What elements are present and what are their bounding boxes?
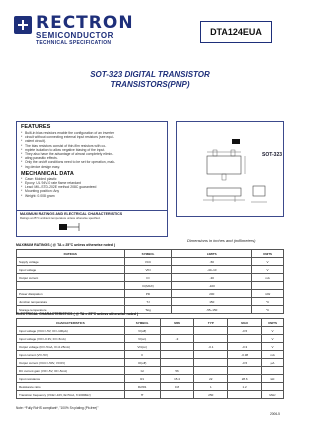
table-cell: 1.2: [228, 383, 262, 391]
table-header-row: [17, 250, 284, 258]
table-row: [17, 367, 284, 375]
table-cell: TJ: [124, 298, 172, 306]
table-row: [17, 258, 284, 266]
column-header: LIMITS: [172, 250, 252, 258]
table-row: [17, 282, 284, 290]
footnote: Note: *Fully RoHS compliant*, "100% Sn plating (Pb-free)": [16, 406, 99, 410]
table-cell: Power dissipation: [17, 290, 125, 298]
brand-tagline: TECHNICAL SPECIFICATION: [36, 40, 112, 46]
package-label: SOT-323: [262, 152, 283, 158]
sot323-package-icon: [232, 139, 240, 144]
table-cell: Resistance ratio: [17, 383, 125, 391]
table-cell: [160, 351, 194, 359]
mechanical-item: * Case: Molded plastic: [21, 177, 163, 181]
column-header: MIN: [160, 319, 194, 327]
table-cell: Input resistance: [17, 375, 125, 383]
table-cell: 15.4: [160, 375, 194, 383]
table-cell: VO(on): [124, 343, 160, 351]
table-row: [17, 335, 284, 343]
table-cell: [262, 367, 284, 375]
feature-item: * circuit without connecting external input resistors (see equi-: [21, 135, 163, 139]
table-cell: kΩ: [262, 375, 284, 383]
document-title-line2: TRANSISTORS(PNP): [110, 80, 190, 89]
table-cell: Output voltage (IO=-5mA, II=-0.25mA): [17, 343, 125, 351]
feature-item: * mplete isolation to allow negative biasing of the input.: [21, 148, 163, 152]
table-row: [17, 266, 284, 274]
mechanical-item: * Mounting position: Any: [21, 189, 163, 193]
feature-item: * Built-in bias resistors enable the configuration of an inverter: [21, 131, 163, 135]
column-header: SYMBOL: [124, 250, 172, 258]
column-header: UNITS: [252, 250, 284, 258]
table-cell: MHz: [262, 391, 284, 399]
table-cell: -55~150: [172, 306, 252, 314]
table-cell: -100: [172, 282, 252, 290]
table-row: [17, 274, 284, 282]
ratings-notice-heading: MAXIMUM RATINGS AND ELECTRICAL CHARACTERISTICS: [20, 212, 123, 216]
table-cell: [160, 359, 194, 367]
table-cell: VI(on): [124, 335, 160, 343]
table-cell: [160, 391, 194, 399]
table-cell: Junction temperature: [17, 298, 125, 306]
features-box: [16, 121, 168, 217]
mechanical-item: * Lead: MIL-STD-202E method 208C guaranteed: [21, 185, 163, 189]
table-cell: 200: [172, 290, 252, 298]
table-cell: mA: [252, 274, 284, 282]
table-cell: 250: [194, 391, 228, 399]
table-cell: V: [252, 266, 284, 274]
table-cell: fT: [124, 391, 160, 399]
table-cell: [228, 391, 262, 399]
table-cell: V: [262, 343, 284, 351]
table-cell: R2/R1: [124, 383, 160, 391]
table-cell: IO: [124, 274, 172, 282]
table-cell: [194, 327, 228, 335]
table-cell: [194, 367, 228, 375]
column-header: UNITS: [262, 319, 284, 327]
feature-item: * Only the on/off conditions need to be set for operation, mak-: [21, 160, 163, 164]
table-header-row: [17, 319, 284, 327]
column-header: TYP: [194, 319, 228, 327]
table-cell: -0.5: [228, 327, 262, 335]
table-cell: Input voltage (VO=-0.3V, IO=-5mA): [17, 335, 125, 343]
feature-item: * They also have the advantage of almost completely elimin-: [21, 152, 163, 156]
table-cell: [194, 351, 228, 359]
table-cell: R1: [124, 375, 160, 383]
brand-name: RECTRON: [36, 13, 134, 33]
table-cell: mW: [252, 290, 284, 298]
max-ratings-table: [16, 249, 284, 314]
table-row: [17, 383, 284, 391]
feature-item: * ating parasitic effects.: [21, 156, 163, 160]
table-cell: -50: [172, 258, 252, 266]
feature-item: * ing device design easy.: [21, 165, 163, 169]
feature-item: * valent circuit).: [21, 139, 163, 143]
table-cell: [262, 383, 284, 391]
table-cell: Input current (VI=-5V): [17, 351, 125, 359]
table-cell: μA: [262, 359, 284, 367]
dimensions-note: Dimensions in inches and (millimeters): [187, 238, 256, 243]
table-cell: -0.3: [228, 343, 262, 351]
revision-code: 2006-5: [270, 412, 280, 416]
table-cell: Output current: [17, 274, 125, 282]
table-cell: VI(off): [124, 327, 160, 335]
table-cell: Input voltage: [17, 266, 125, 274]
table-row: [17, 351, 284, 359]
table-cell: Storage temperature: [17, 306, 125, 314]
package-dimension-drawing: [177, 122, 283, 216]
rectron-logo-icon: [14, 16, 32, 34]
table-cell: 28.6: [228, 375, 262, 383]
table-cell: -40~10: [172, 266, 252, 274]
table-cell: 0.8: [160, 383, 194, 391]
column-header: RATINGS: [17, 250, 125, 258]
part-number-box: [200, 21, 272, 43]
table-cell: [228, 335, 262, 343]
table-row: [17, 343, 284, 351]
feature-item: * The bias resistors consist of thin-film resistors with co-: [21, 144, 163, 148]
electrical-table: [16, 318, 284, 399]
table-cell: [194, 335, 228, 343]
mechanical-data-heading: MECHANICAL DATA: [21, 170, 74, 177]
column-header: SYMBOL: [124, 319, 160, 327]
equivalent-circuit-icon: [57, 221, 97, 235]
table-cell: °C: [252, 306, 284, 314]
table-cell: 1: [194, 383, 228, 391]
mechanical-data-list: [21, 177, 163, 198]
table-row: [17, 375, 284, 383]
table-cell: Supply voltage: [17, 258, 125, 266]
brand-subtitle: SEMICONDUCTOR: [36, 31, 114, 40]
table-row: [17, 327, 284, 335]
table-cell: -0.5: [228, 359, 262, 367]
table-cell: -0.1: [194, 343, 228, 351]
table-cell: V: [262, 335, 284, 343]
electrical-heading: ELECTRICAL CHARACTERISTICS ( @ TA = 25°C unless otherwise noted ): [16, 312, 139, 316]
table-cell: -30: [172, 274, 252, 282]
table-cell: [194, 359, 228, 367]
table-cell: DC current gain (VO=-5V, IO=-5mA): [17, 367, 125, 375]
features-list: [21, 131, 163, 169]
table-cell: II: [124, 351, 160, 359]
table-cell: VIN: [124, 266, 172, 274]
column-header: MAX: [228, 319, 262, 327]
table-row: [17, 298, 284, 306]
table-cell: -0.38: [228, 351, 262, 359]
table-cell: VCC: [124, 258, 172, 266]
table-cell: PD: [124, 290, 172, 298]
column-header: CHARACTERISTICS: [17, 319, 125, 327]
table-cell: [228, 367, 262, 375]
table-cell: 22: [194, 375, 228, 383]
document-title-line1: SOT-323 DIGITAL TRANSISTOR: [90, 70, 210, 79]
table-cell: -3: [160, 335, 194, 343]
table-cell: °C: [252, 298, 284, 306]
table-cell: Tstg: [124, 306, 172, 314]
features-heading: FEATURES: [21, 124, 51, 130]
mechanical-item: * Weight: 0.008 gram: [21, 194, 163, 198]
table-cell: GI: [124, 367, 160, 375]
table-cell: [160, 327, 194, 335]
mechanical-item: * Epoxy: UL 94V-0 rate flame retardant: [21, 181, 163, 185]
package-outline-box: [176, 121, 284, 217]
table-row: [17, 391, 284, 399]
table-cell: V: [262, 327, 284, 335]
ratings-notice-text: Ratings at 25°C ambient temperature unless otherwise specified.: [20, 216, 101, 220]
table-cell: V: [252, 258, 284, 266]
table-cell: mA: [262, 351, 284, 359]
table-cell: IO(off): [124, 359, 160, 367]
table-cell: 56: [160, 367, 194, 375]
table-row: [17, 359, 284, 367]
table-cell: IC(MAX): [124, 282, 172, 290]
ratings-notice-box: [16, 210, 168, 237]
table-cell: Transition frequency (VCE=-10V, IE=5mA, f=100MHz): [17, 391, 125, 399]
table-cell: [17, 282, 125, 290]
part-number: DTA124EUA: [210, 27, 262, 37]
table-cell: 150: [172, 298, 252, 306]
table-cell: [252, 282, 284, 290]
table-cell: [160, 343, 194, 351]
table-cell: Input voltage (VCC=-5V, IO=-100μA): [17, 327, 125, 335]
table-row: [17, 290, 284, 298]
max-ratings-heading: MAXIMUM RATINGS ( @ TA = 25°C unless otherwise noted ): [16, 243, 116, 247]
table-cell: Output current (VCC=-50V, VI=0V): [17, 359, 125, 367]
